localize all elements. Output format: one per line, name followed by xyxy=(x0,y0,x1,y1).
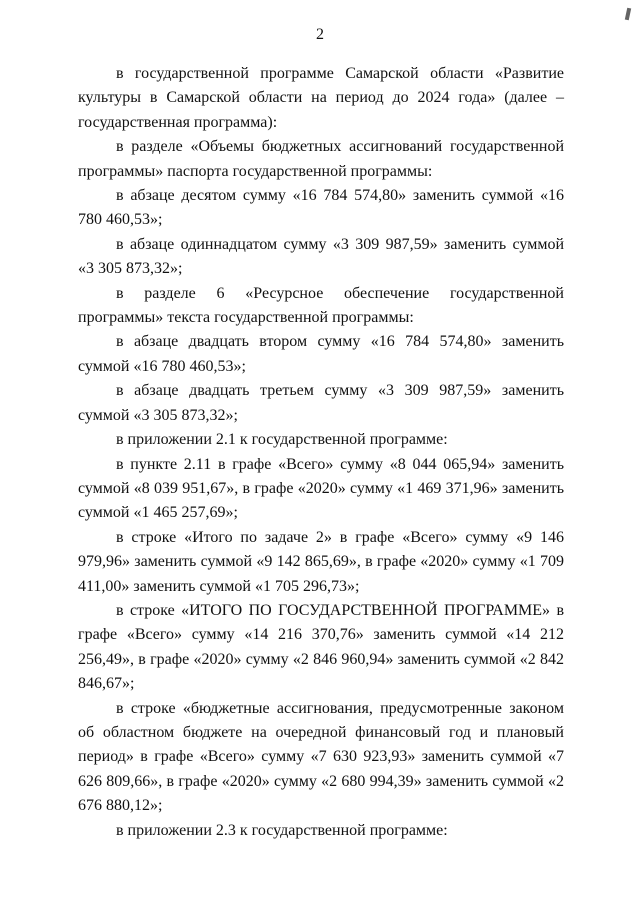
paragraph: в абзаце десятом сумму «16 784 574,80» заменить суммой «16 780 460,53»; xyxy=(78,187,564,229)
paragraph: в разделе «Объемы бюджетных ассигнований государственной программы» паспорта государственной программы: xyxy=(78,138,564,180)
paragraph: в абзаце двадцать третьем сумму «3 309 987,59» заменить суммой «3 305 873,32»; xyxy=(78,382,564,424)
paragraph: в строке «бюджетные ассигнования, предусмотренные законом об областном бюджете на очередной финансовый год и плановый период» в графе «Всего» сумму «7 630 923,93» заменить суммой «7 626 809,66», в графе «2020» сумму «2 680 994,39» заменить суммой «2 676 880,12»; xyxy=(78,699,564,815)
paragraph: в строке «Итого по задаче 2» в графе «Всего» сумму «9 146 979,96» заменить суммой «9 142 865,69», в графе «2020» сумму «1 709 411,00» заменить суммой «1 705 296,73»; xyxy=(78,528,564,595)
scan-mark xyxy=(625,8,631,21)
document-body xyxy=(78,62,564,843)
paragraph: в приложении 2.1 к государственной программе: xyxy=(116,431,448,449)
paragraph: в пункте 2.11 в графе «Всего» сумму «8 044 065,94» заменить суммой «8 039 951,67», в графе «2020» сумму «1 469 371,96» заменить суммой «1 465 257,69»; xyxy=(78,455,564,522)
paragraph: в разделе 6 «Ресурсное обеспечение государственной программы» текста государственной программы: xyxy=(78,284,564,327)
paragraph: в строке «ИТОГО ПО ГОСУДАРСТВЕННОЙ ПРОГРАММЕ» в графе «Всего» сумму «14 216 370,76» заменить суммой «14 212 256,49», в графе «2020» сумму «2 846 960,94» заменить суммой «2 842 846,67»; xyxy=(78,601,564,693)
paragraph: в государственной программе Самарской области «Развитие культуры в Самарской области на период до 2024 года» (далее – государственная программа): xyxy=(78,65,564,131)
paragraph: в абзаце двадцать втором сумму «16 784 574,80» заменить суммой «16 780 460,53»; xyxy=(78,333,564,375)
page-number: 2 xyxy=(316,26,324,43)
paragraph: в абзаце одиннадцатом сумму «3 309 987,59» заменить суммой «3 305 873,32»; xyxy=(78,235,564,278)
paragraph: в приложении 2.3 к государственной программе: xyxy=(116,821,448,839)
